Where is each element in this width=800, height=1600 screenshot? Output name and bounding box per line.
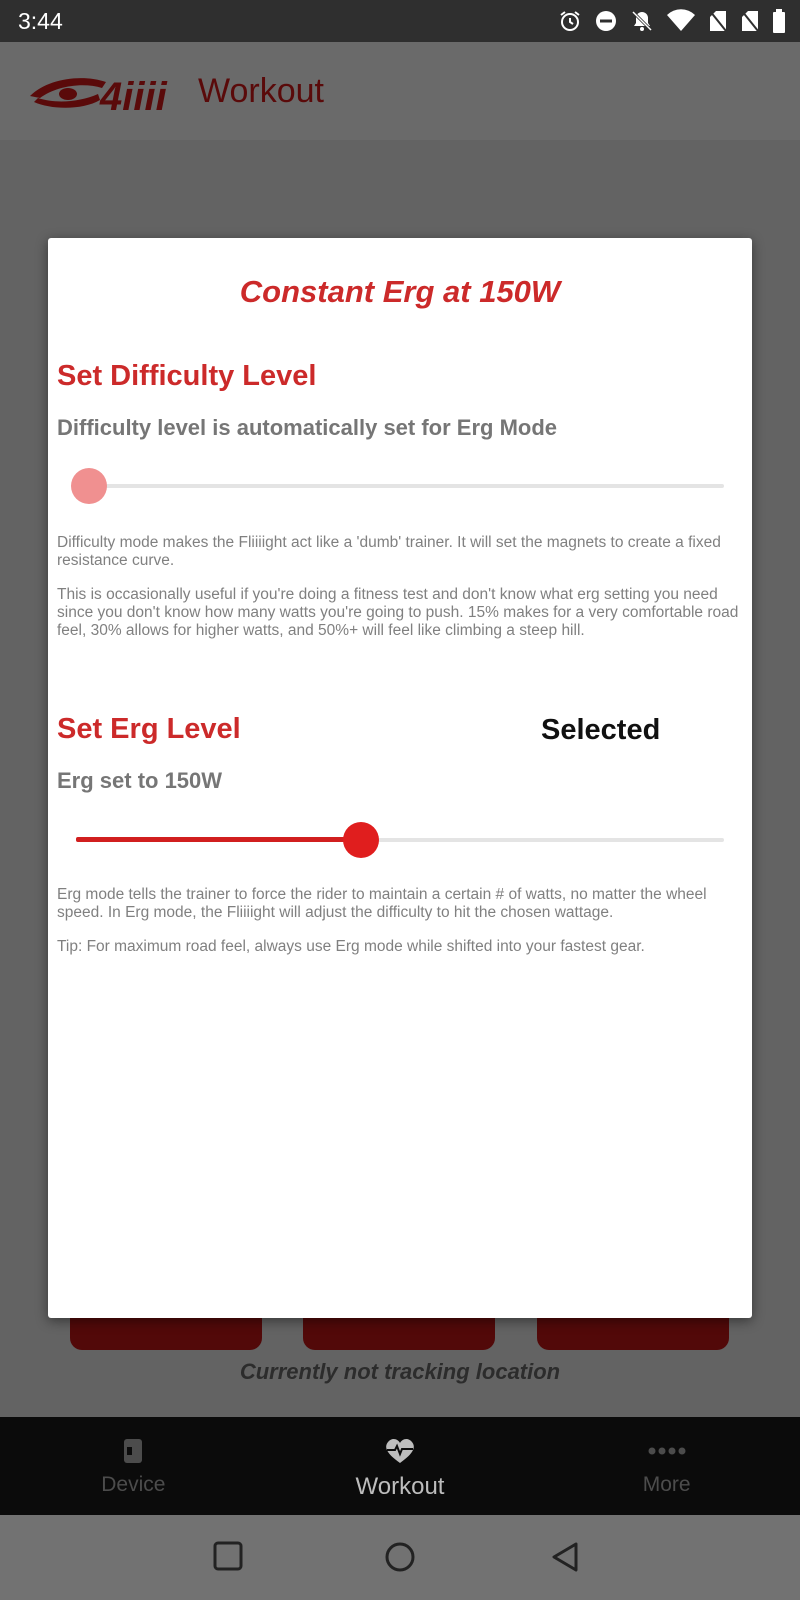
erg-selected-label: Selected bbox=[541, 714, 661, 746]
erg-tip: Tip: For maximum road feel, always use Erg mode while shifted into your fastest gear. bbox=[57, 938, 645, 955]
bottom-tab-bar bbox=[0, 1417, 800, 1515]
erg-slider-fill bbox=[76, 837, 361, 842]
tab-more-label: More bbox=[642, 1473, 691, 1496]
system-nav-bar bbox=[0, 1515, 800, 1600]
do-not-disturb-icon bbox=[594, 9, 618, 33]
tab-more[interactable] bbox=[533, 1417, 800, 1515]
brand-name: 4iiii bbox=[100, 75, 167, 118]
wifi-icon bbox=[666, 9, 696, 33]
erg-description: Erg mode tells the trainer to force the rider to maintain a certain # of watts, no matter the wheel speed. In Erg mode, the Fliiiight will adjust the difficulty to hit the chosen wattage. bbox=[57, 886, 707, 921]
status-time: 3:44 bbox=[18, 8, 63, 34]
battery-icon bbox=[772, 9, 786, 33]
erg-heading: Set Erg Level bbox=[57, 713, 241, 745]
more-dots-icon bbox=[647, 1437, 687, 1465]
recents-icon[interactable] bbox=[213, 1541, 243, 1571]
difficulty-description: Difficulty mode makes the Fliiiight act like a 'dumb' trainer. It will set the magnets to create a fixed resistance curve. bbox=[57, 534, 721, 569]
device-icon bbox=[120, 1437, 146, 1465]
app-bar bbox=[0, 42, 800, 140]
tab-device-label: Device bbox=[101, 1473, 166, 1496]
difficulty-subheading: Difficulty level is automatically set for Erg Mode bbox=[57, 415, 558, 440]
home-icon[interactable] bbox=[384, 1541, 416, 1573]
difficulty-slider-track bbox=[76, 484, 724, 488]
app-title: Workout bbox=[198, 72, 324, 110]
status-bar bbox=[0, 0, 800, 42]
sim-no-signal-icon-2 bbox=[740, 9, 760, 33]
difficulty-usage-note: This is occasionally useful if you're doing a fitness test and don't know what erg setting you need since you don't know how many watts you're going to push. 15% makes for a very comfortable road feel, 30% allows for higher watts, and 50%+ will feel like climbing a steep hill. bbox=[57, 586, 739, 639]
tab-device[interactable] bbox=[0, 1417, 267, 1515]
difficulty-slider[interactable] bbox=[76, 466, 724, 506]
dialog-title: Constant Erg at 150W bbox=[239, 274, 561, 309]
tracking-status: Currently not tracking location bbox=[239, 1359, 561, 1384]
erg-subheading: Erg set to 150W bbox=[57, 768, 223, 793]
erg-slider-thumb[interactable] bbox=[343, 822, 379, 858]
brand-logo bbox=[28, 66, 183, 118]
heart-pulse-icon bbox=[384, 1437, 416, 1465]
difficulty-heading: Set Difficulty Level bbox=[57, 360, 317, 392]
tab-workout[interactable] bbox=[267, 1417, 534, 1515]
difficulty-slider-thumb[interactable] bbox=[71, 468, 107, 504]
notifications-off-icon bbox=[630, 9, 654, 33]
sim-no-signal-icon bbox=[708, 9, 728, 33]
back-icon[interactable] bbox=[550, 1541, 580, 1573]
erg-settings-dialog bbox=[48, 238, 752, 1318]
alarm-icon bbox=[558, 9, 582, 33]
status-icons bbox=[558, 9, 786, 33]
tab-workout-label: Workout bbox=[355, 1473, 445, 1500]
erg-slider[interactable] bbox=[76, 820, 724, 860]
